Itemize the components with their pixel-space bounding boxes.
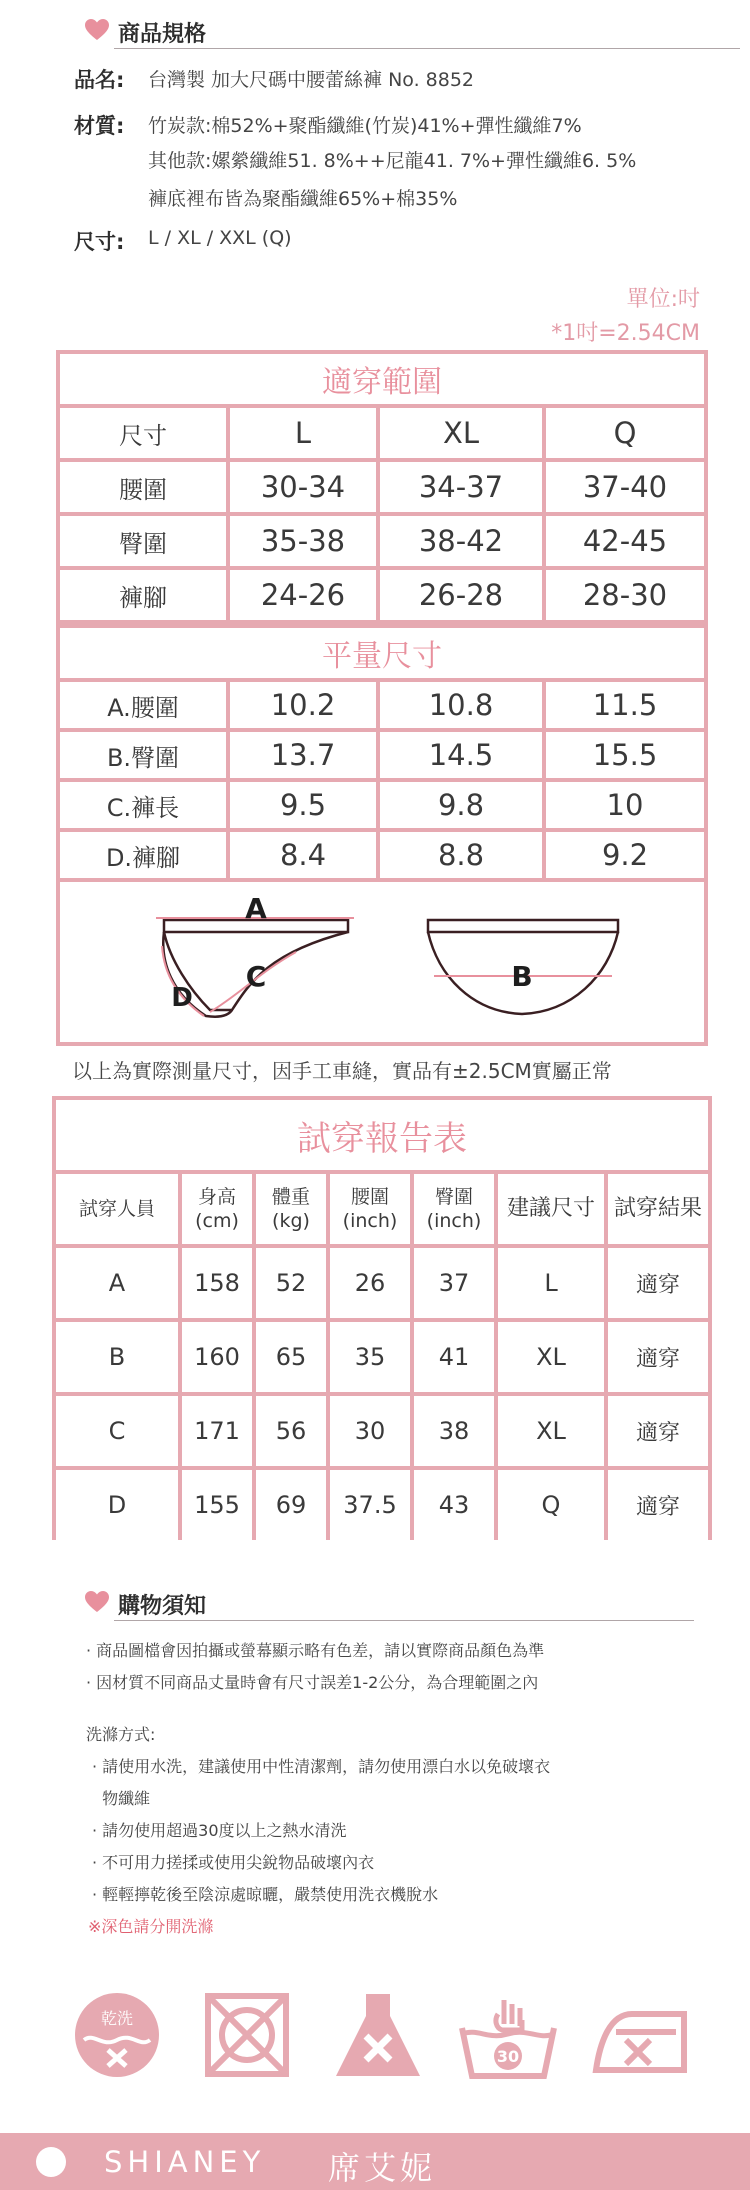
- trial-cell: 52: [256, 1248, 326, 1318]
- trial-cell: 158: [182, 1248, 252, 1318]
- no-iron-icon: [592, 2006, 688, 2074]
- dry-clean-label: 乾洗: [100, 2009, 134, 2028]
- fit-header-size: 尺寸: [60, 408, 226, 458]
- fit-cell: 30-34: [230, 462, 376, 512]
- purchase-note: · 商品圖檔會因拍攝或螢幕顯示略有色差，請以實際商品顏色為準: [86, 1641, 545, 1660]
- fit-cell: 38-42: [380, 516, 542, 566]
- fit-cell: 26-28: [380, 570, 542, 620]
- trial-cell: 30: [330, 1396, 410, 1466]
- diagram-label-a: A: [245, 892, 267, 925]
- diagram-label-c: C: [245, 960, 267, 993]
- diagram-label-d: D: [171, 983, 193, 1013]
- flat-cell: 10.2: [230, 682, 376, 728]
- wash-note: · 輕輕擰乾後至陰涼處晾曬，嚴禁使用洗衣機脫水: [92, 1885, 439, 1904]
- flat-cell: 13.7: [230, 732, 376, 778]
- wash-title: 洗滌方式:: [86, 1725, 156, 1744]
- name-label: 品名:: [74, 68, 125, 92]
- trial-cell: XL: [498, 1322, 604, 1392]
- trial-person: D: [56, 1470, 178, 1540]
- brand-zh: 席艾妮: [328, 2149, 437, 2187]
- fit-header-q: Q: [546, 408, 704, 458]
- flat-row-label: A.腰圍: [60, 682, 226, 728]
- brand-en: SHIANEY: [104, 2145, 266, 2179]
- fit-table-title: 適穿範圍: [60, 354, 704, 404]
- spec-title: 商品規格: [118, 22, 207, 47]
- trial-person: A: [56, 1248, 178, 1318]
- measurement-diagram: [60, 882, 704, 1042]
- flat-cell: 9.5: [230, 782, 376, 828]
- flat-cell: 10: [546, 782, 704, 828]
- hand-wash-30-icon: [458, 1994, 558, 2080]
- wash-note: · 請勿使用超過30度以上之熱水清洗: [92, 1821, 347, 1840]
- trial-header: 試穿人員: [56, 1174, 178, 1244]
- unit-conversion: *1吋=2.54CM: [551, 321, 700, 346]
- trial-cell: 37.5: [330, 1470, 410, 1540]
- trial-cell: 26: [330, 1248, 410, 1318]
- trial-cell: 43: [414, 1470, 494, 1540]
- trial-cell: 35: [330, 1322, 410, 1392]
- flat-row-label: C.褲長: [60, 782, 226, 828]
- diagram-label-b: B: [511, 960, 533, 993]
- flat-cell: 10.8: [380, 682, 542, 728]
- size-value: L / XL / XXL (Q): [148, 227, 292, 249]
- fit-cell: 42-45: [546, 516, 704, 566]
- trial-cell: 69: [256, 1470, 326, 1540]
- flat-cell: 11.5: [546, 682, 704, 728]
- flat-table-title: 平量尺寸: [60, 628, 704, 678]
- trial-cell: 160: [182, 1322, 252, 1392]
- wash-note: 物纖維: [92, 1789, 151, 1808]
- no-dry-clean-icon: [72, 1990, 162, 2080]
- trial-cell: 65: [256, 1322, 326, 1392]
- trial-report-box: [52, 1096, 712, 1540]
- flat-cell: 9.2: [546, 832, 704, 878]
- material-label: 材質:: [74, 114, 125, 138]
- trial-cell: 41: [414, 1322, 494, 1392]
- heart-icon: [84, 18, 110, 42]
- trial-cell: 適穿: [608, 1248, 708, 1318]
- flat-row-label: D.褲腳: [60, 832, 226, 878]
- trial-cell: XL: [498, 1396, 604, 1466]
- material-line-2: 其他款:嫘縈纖維51. 8%++尼龍41. 7%+彈性纖維6. 5%: [148, 150, 637, 172]
- flat-cell: 15.5: [546, 732, 704, 778]
- purchase-title: 購物須知: [118, 1594, 207, 1619]
- size-label: 尺寸:: [74, 230, 125, 254]
- fit-cell: 37-40: [546, 462, 704, 512]
- trial-header: 臀圍 (inch): [414, 1174, 494, 1244]
- material-line-1: 竹炭款:棉52%+聚酯纖維(竹炭)41%+彈性纖維7%: [148, 115, 582, 137]
- wash-note: · 不可用力搓揉或使用尖銳物品破壞內衣: [92, 1853, 375, 1872]
- brand-dot-icon: [36, 2147, 66, 2177]
- trial-header: 體重 (kg): [256, 1174, 326, 1244]
- no-tumble-dry-icon: [204, 1992, 290, 2078]
- trial-header: 身高 (cm): [182, 1174, 252, 1244]
- fit-row-label: 臀圍: [60, 516, 226, 566]
- size-chart-box: [56, 350, 708, 1046]
- material-line-3: 褲底裡布皆為聚酯纖維65%+棉35%: [148, 188, 458, 210]
- wash-warning: ※深色請分開洗滌: [88, 1917, 214, 1936]
- wash-note: · 請使用水洗，建議使用中性清潔劑，請勿使用漂白水以免破壞衣: [92, 1757, 551, 1776]
- trial-cell: 38: [414, 1396, 494, 1466]
- trial-person: B: [56, 1322, 178, 1392]
- flat-row-label: B.臀圍: [60, 732, 226, 778]
- divider: [114, 48, 740, 49]
- trial-table-title: 試穿報告表: [56, 1100, 708, 1170]
- flat-cell: 9.8: [380, 782, 542, 828]
- fit-cell: 24-26: [230, 570, 376, 620]
- heart-icon: [84, 1590, 110, 1614]
- trial-header: 建議尺寸: [498, 1174, 604, 1244]
- trial-cell: Q: [498, 1470, 604, 1540]
- divider: [114, 1620, 694, 1621]
- trial-cell: 171: [182, 1396, 252, 1466]
- fit-cell: 34-37: [380, 462, 542, 512]
- fit-header-l: L: [230, 408, 376, 458]
- trial-cell: 適穿: [608, 1322, 708, 1392]
- flat-cell: 8.8: [380, 832, 542, 878]
- trial-cell: 適穿: [608, 1396, 708, 1466]
- trial-header: 試穿結果: [608, 1174, 708, 1244]
- name-value: 台灣製 加大尺碼中腰蕾絲褲 No. 8852: [148, 69, 475, 91]
- fit-row-label: 褲腳: [60, 570, 226, 620]
- unit-label: 單位:吋: [626, 287, 700, 312]
- trial-header: 腰圍 (inch): [330, 1174, 410, 1244]
- fit-cell: 35-38: [230, 516, 376, 566]
- measure-note: 以上為實際測量尺寸，因手工車縫，實品有±2.5CM實屬正常: [72, 1059, 612, 1083]
- trial-cell: 56: [256, 1396, 326, 1466]
- trial-cell: L: [498, 1248, 604, 1318]
- temp-label: 30: [496, 2047, 520, 2066]
- no-bleach-icon: [332, 1990, 424, 2080]
- trial-cell: 適穿: [608, 1470, 708, 1540]
- underwear-diagram-svg: [60, 882, 704, 1042]
- trial-cell: 37: [414, 1248, 494, 1318]
- flat-cell: 8.4: [230, 832, 376, 878]
- fit-header-xl: XL: [380, 408, 542, 458]
- fit-row-label: 腰圍: [60, 462, 226, 512]
- trial-person: C: [56, 1396, 178, 1466]
- trial-cell: 155: [182, 1470, 252, 1540]
- flat-cell: 14.5: [380, 732, 542, 778]
- purchase-note: · 因材質不同商品丈量時會有尺寸誤差1-2公分，為合理範圍之內: [86, 1673, 539, 1692]
- fit-cell: 28-30: [546, 570, 704, 620]
- footer-bar: [0, 2133, 750, 2190]
